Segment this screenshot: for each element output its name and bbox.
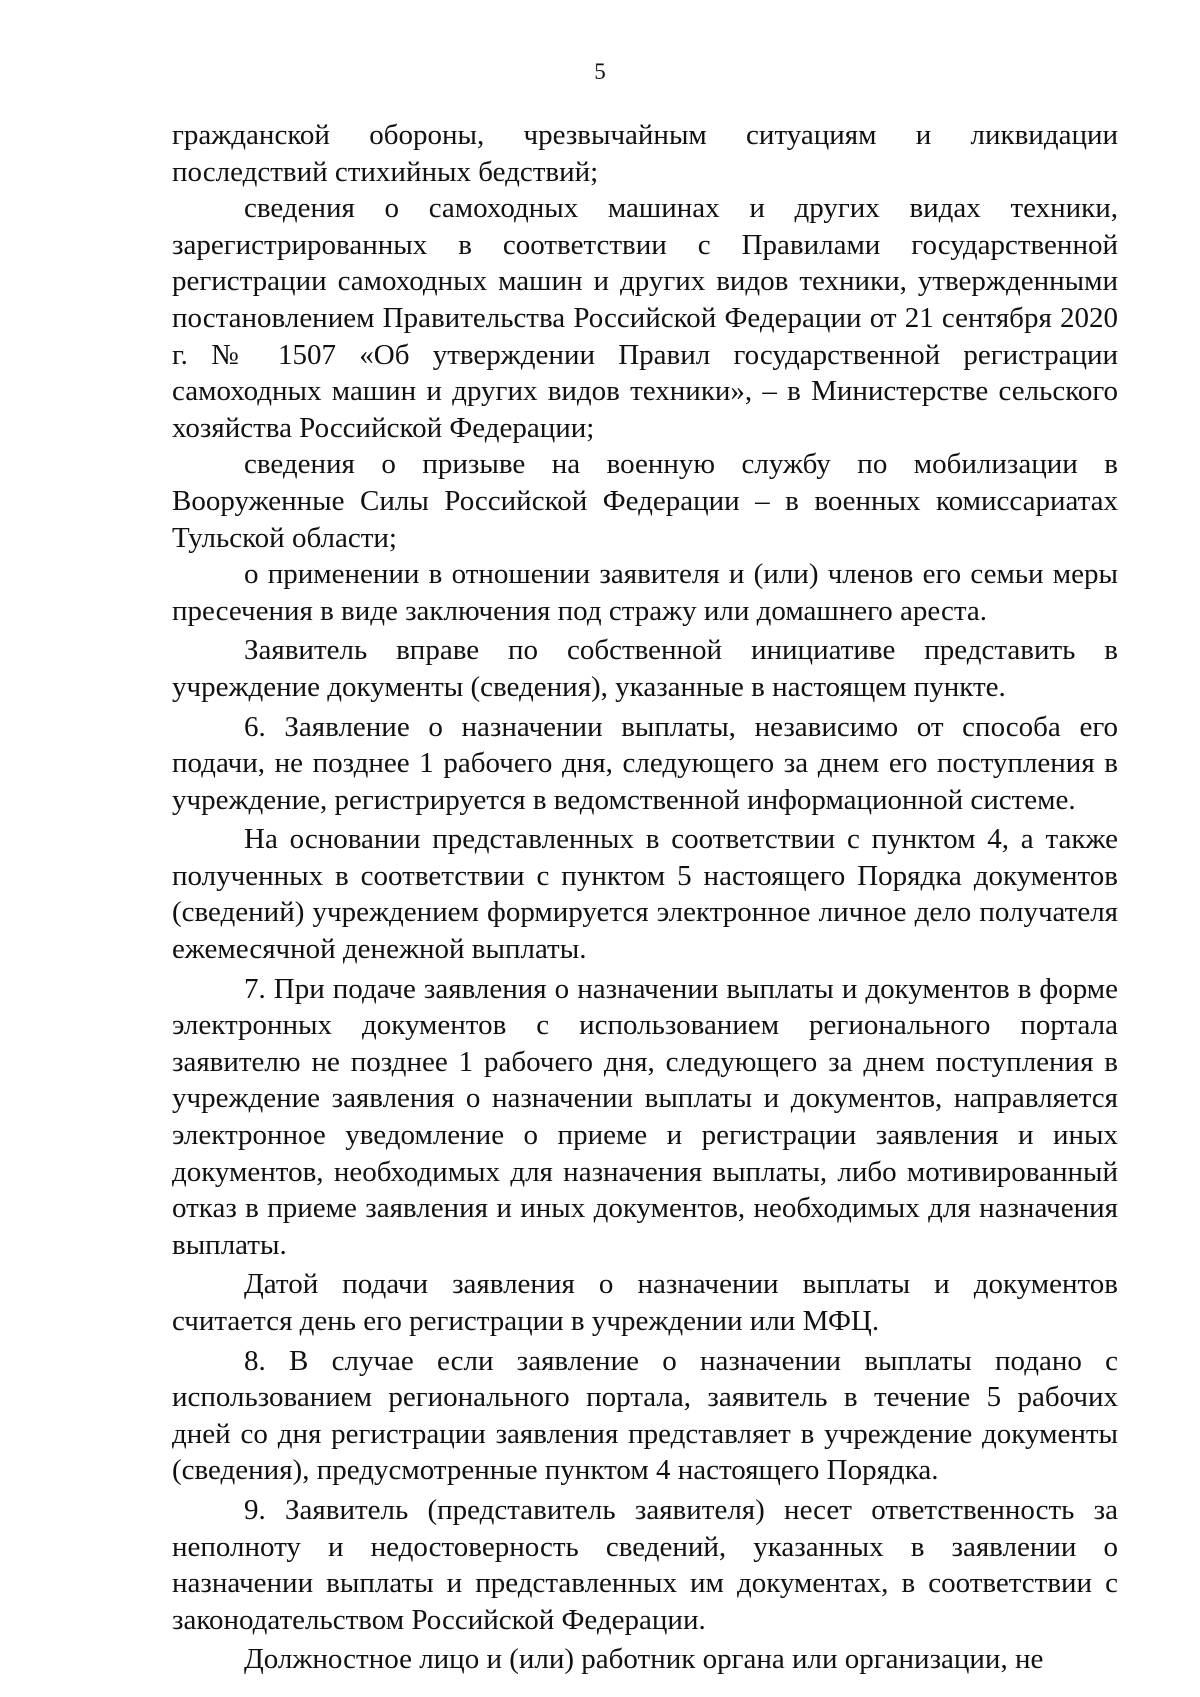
paragraph: сведения о самоходных машинах и других видах техники, зарегистрированных в соответствии с Правилами государственной регистрации самоходных машин и других видов техники, утвержденными постановлением Правительства Российской Федерации от 21 сентября 2020 г. № 1507 «Об утверждении Правил государственной регистрации самоходных машин и других видов техники», – в Министерстве сельского хозяйства Российской Федерации; <box>172 192 1118 444</box>
paragraph-item-9: 9. Заявитель (представитель заявителя) несет ответственность за неполноту и недостоверность сведений, указанных в заявлении о назначении выплаты и представленных им документах, в соответствии с законодательством Российской Федерации. <box>172 1493 1118 1636</box>
paragraph: Заявитель вправе по собственной инициативе представить в учреждение документы (сведения), указанные в настоящем пункте. <box>172 634 1118 703</box>
paragraph-item-6: 6. Заявление о назначении выплаты, независимо от способа его подачи, не позднее 1 рабочего дня, следующего за днем его поступления в учреждение, регистрируется в ведомственной информационной системе. <box>172 710 1118 816</box>
paragraph: сведения о призыве на военную службу по мобилизации в Вооруженные Силы Российской Федерации – в военных комиссариатах Тульской области; <box>172 448 1118 554</box>
paragraph: Датой подачи заявления о назначении выплаты и документов считается день его регистрации в учреждении или МФЦ. <box>172 1268 1118 1337</box>
paragraph-continuation: гражданской обороны, чрезвычайным ситуациям и ликвидации последствий стихийных бедствий; <box>172 119 1118 188</box>
paragraph: о применении в отношении заявителя и (или) членов его семьи меры пресечения в виде заключения под стражу или домашнего ареста. <box>172 558 1118 627</box>
document-body <box>172 117 1118 1678</box>
paragraph-item-7: 7. При подаче заявления о назначении выплаты и документов в форме электронных документов с использованием регионального портала заявителю не позднее 1 рабочего дня, следующего за днем поступления в учреждение заявления о назначении выплаты и документов, направляется электронное уведомление о приеме и регистрации заявления и иных документов, необходимых для назначения выплаты, либо мотивированный отказ в приеме заявления и иных документов, необходимых для назначения выплаты. <box>172 972 1118 1261</box>
paragraph-truncated: Должностное лицо и (или) работник органа или организации, не <box>244 1643 1044 1676</box>
page-number: 5 <box>594 59 606 84</box>
paragraph-item-8: 8. В случае если заявление о назначении выплаты подано с использованием регионального портала, заявитель в течение 5 рабочих дней со дня регистрации заявления представляет в учреждение документы (сведения), предусмотренные пунктом 4 настоящего Порядка. <box>172 1344 1118 1487</box>
paragraph: На основании представленных в соответствии с пунктом 4, а также полученных в соответствии с пунктом 5 настоящего Порядка документов (сведений) учреждением формируется электронное личное дело получателя ежемесячной денежной выплаты. <box>172 823 1118 966</box>
